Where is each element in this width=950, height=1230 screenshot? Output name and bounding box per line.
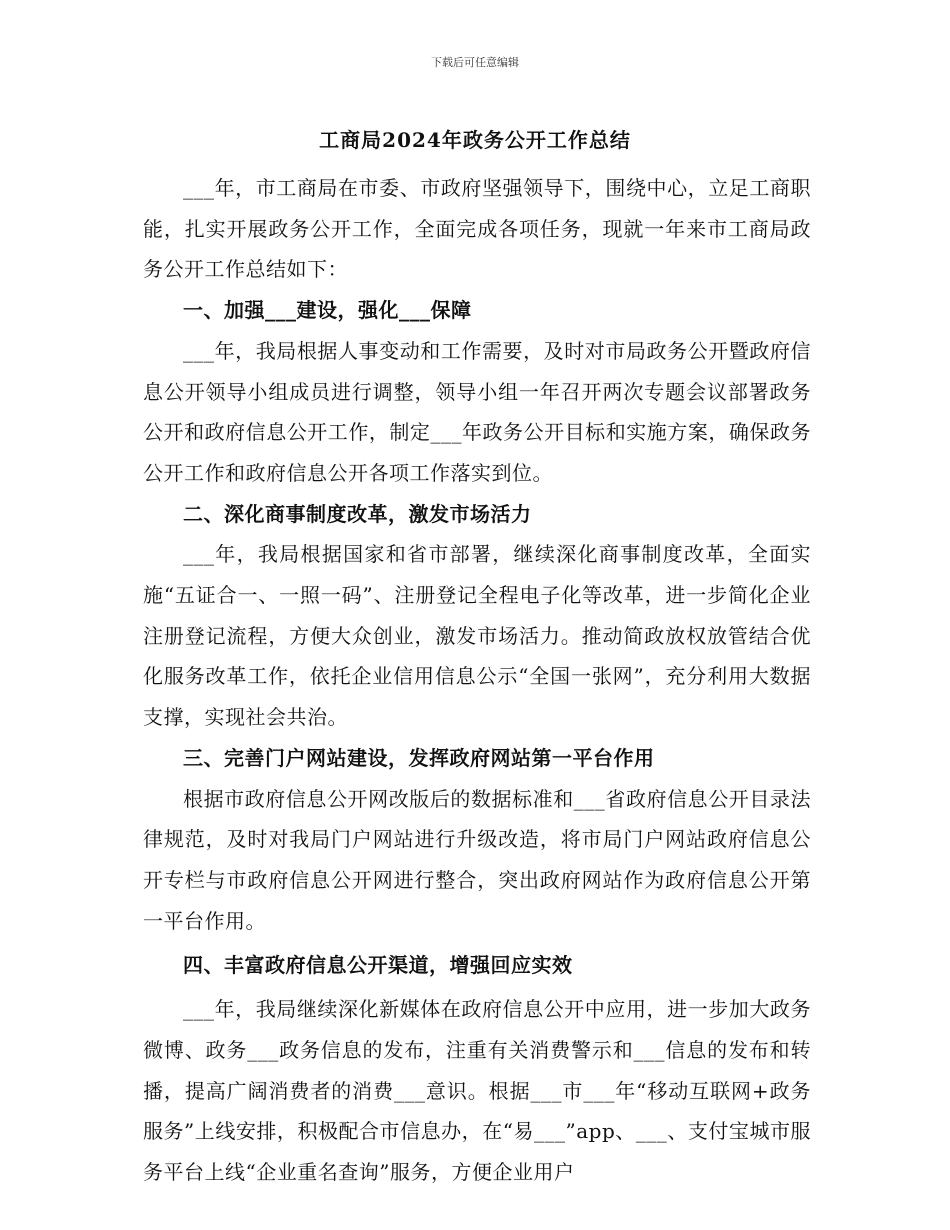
document-body bbox=[143, 168, 811, 1193]
section-paragraph-3: 根据市政府信息公开网改版后的数据标准和___省政府信息公开目录法律规范，及时对我局门户网站进行升级改造，将市局门户网站政府信息公开专栏与市政府信息公开网进行整合，突出政府网站作为政府信息公开第一平台作用。 bbox=[143, 786, 811, 933]
section-heading-3: 三、完善门户网站建设，发挥政府网站第一平台作用 bbox=[183, 745, 655, 770]
document-title: 工商局2024年政务公开工作总结 bbox=[319, 128, 631, 152]
section-paragraph-1: ___年，我局根据人事变动和工作需要，及时对市局政务公开暨政府信息公开领导小组成员进行调整，领导小组一年召开两次专题会议部署政务公开和政府信息公开工作，制定___年政务公开目标和实施方案，确保政务公开工作和政府信息公开各项工作落实到位。 bbox=[143, 338, 811, 485]
section-heading-1: 一、加强___建设，强化___保障 bbox=[183, 298, 472, 323]
intro-paragraph: ___年，市工商局在市委、市政府坚强领导下，围绕中心，立足工商职能，扎实开展政务公开工作，全面完成各项任务，现就一年来市工商局政务公开工作总结如下： bbox=[143, 176, 811, 282]
section-heading-2: 二、深化商事制度改革，激发市场活力 bbox=[183, 501, 532, 526]
page-header: 下载后可任意编辑 bbox=[431, 56, 519, 69]
section-heading-4: 四、丰富政府信息公开渠道，增强回应实效 bbox=[183, 953, 573, 978]
section-paragraph-2: ___年，我局根据国家和省市部署，继续深化商事制度改革，全面实施“五证合一、一照一码”、注册登记全程电子化等改革，进一步简化企业注册登记流程，方便大众创业，激发市场活力。推动简政放权放管结合优化服务改革工作，依托企业信用信息公示“全国一张网”，充分利用大数据支撑，实现社会共治。 bbox=[143, 542, 811, 730]
section-paragraph-4: ___年，我局继续深化新媒体在政府信息公开中应用，进一步加大政务微博、政务___政务信息的发布，注重有关消费警示和___信息的发布和转播，提高广阔消费者的消费___意识。根据___市___年“移动互联网+政务服务”上线安排，积极配合市信息办，在“易___”app、___、支付宝城市服务平台上线“企业重名查询”服务，方便企业用户 bbox=[143, 997, 811, 1185]
